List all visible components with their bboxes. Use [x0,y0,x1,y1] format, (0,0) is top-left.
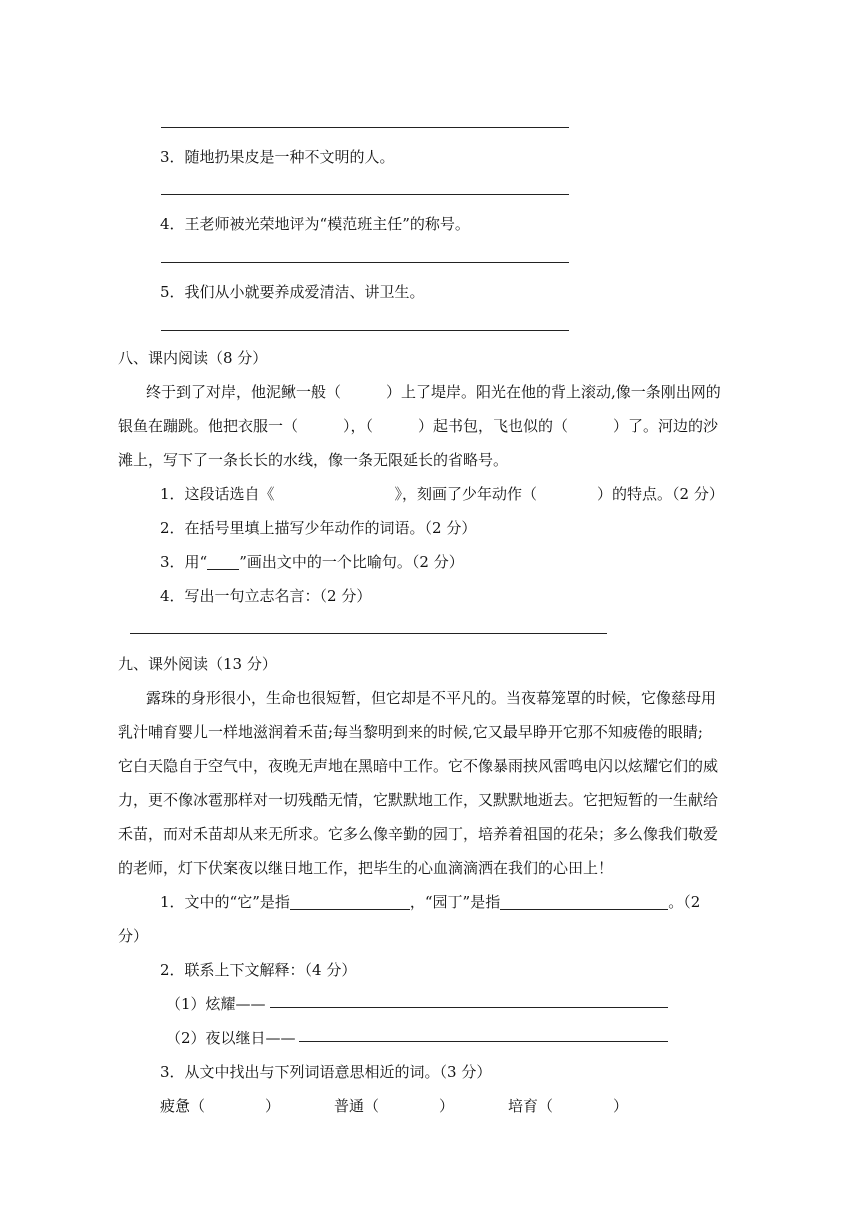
question-3: 3．从文中找出与下列词语意思相近的词。（3 分） [160,1063,492,1081]
answer-line[interactable] [161,127,569,128]
reading-passage-line: 力，更不像冰雹那样对一切残酷无情，它默默地工作，又默默地逝去。它把短暂的一生献给 [118,791,719,809]
section-heading: 八、课内阅读（8 分） [118,349,268,367]
question-1-cont: 分） [118,927,149,945]
answer-line[interactable] [161,262,569,263]
sentence-item-5: 5．我们从小就要养成爱清洁、讲卫生。 [160,283,425,301]
reading-passage-line: 银鱼在蹦跳。他把衣服一（ ），（ ）起书包，飞也似的（ ）了。河边的沙 [118,417,719,435]
answer-line[interactable] [161,330,569,331]
answer-blank[interactable] [290,893,410,910]
sentence-item-3: 3．随地扔果皮是一种不文明的人。 [160,148,395,166]
reading-passage-line: 乳汁哺育婴儿一样地滋润着禾苗;每当黎明到来的时候,它又最早睁开它那不知疲倦的眼睛; [118,723,703,741]
reading-passage-line: 终于到了对岸，他泥鳅一般（ ）上了堤岸。阳光在他的背上滚动,像一条刚出网的 [146,383,721,401]
synonym-word-1[interactable]: 疲惫（ ） [160,1097,281,1115]
reading-passage-line: 它白天隐自于空气中，夜晚无声地在黑暗中工作。它不像暴雨挟风雷鸣电闪以炫耀它们的威 [118,757,719,775]
question-1-text: ，“园丁”是指 [409,893,501,911]
reading-passage-line: 滩上，写下了一条长长的水线，像一条无限延长的省略号。 [118,451,509,469]
reading-passage-line: 禾苗，而对禾苗却从来无所求。它多么像辛勤的园丁，培养着祖国的花朵；多么像我们敬爱 [118,825,719,843]
question-1-text: 1．文中的“它”是指 [160,893,290,911]
question-3-text: 3．用“ [160,553,208,571]
answer-line[interactable] [270,1007,668,1008]
reading-passage-line: 的老师，灯下伏案夜以继日地工作，把毕生的心血滴滴洒在我们的心田上！ [118,859,614,877]
sentence-item-4: 4．王老师被光荣地评为“模范班主任”的称号。 [160,215,470,233]
question-4: 4．写出一句立志名言：（2 分） [160,587,372,605]
reading-passage-line: 露珠的身形很小，生命也很短暂，但它却是不平凡的。当夜幕笼罩的时候，它像慈母用 [146,689,717,707]
synonym-word-2[interactable]: 普通（ ） [334,1097,455,1115]
underline-sample [207,553,239,570]
question-2: 2．在括号里填上描写少年动作的词语。（2 分） [160,519,477,537]
synonym-word-3[interactable]: 培育（ ） [508,1097,629,1115]
question-3 [160,552,464,572]
question-3-text: ”画出文中的一个比喻句。（2 分） [239,553,464,571]
sub-question-1: （1）炫耀—— [166,995,266,1013]
answer-line[interactable] [161,194,569,195]
question-1: 1．这段话选自《 》，刻画了少年动作（ ）的特点。（2 分） [160,485,724,503]
answer-line[interactable] [130,633,607,634]
answer-line[interactable] [299,1041,668,1042]
question-1-text: 。（2 [668,893,701,911]
question-1 [160,892,700,912]
section-heading: 九、课外阅读（13 分） [118,655,277,673]
sub-question-2: （2）夜以继日—— [166,1029,296,1047]
answer-blank[interactable] [500,893,668,910]
question-2: 2．联系上下文解释：（4 分） [160,961,357,979]
